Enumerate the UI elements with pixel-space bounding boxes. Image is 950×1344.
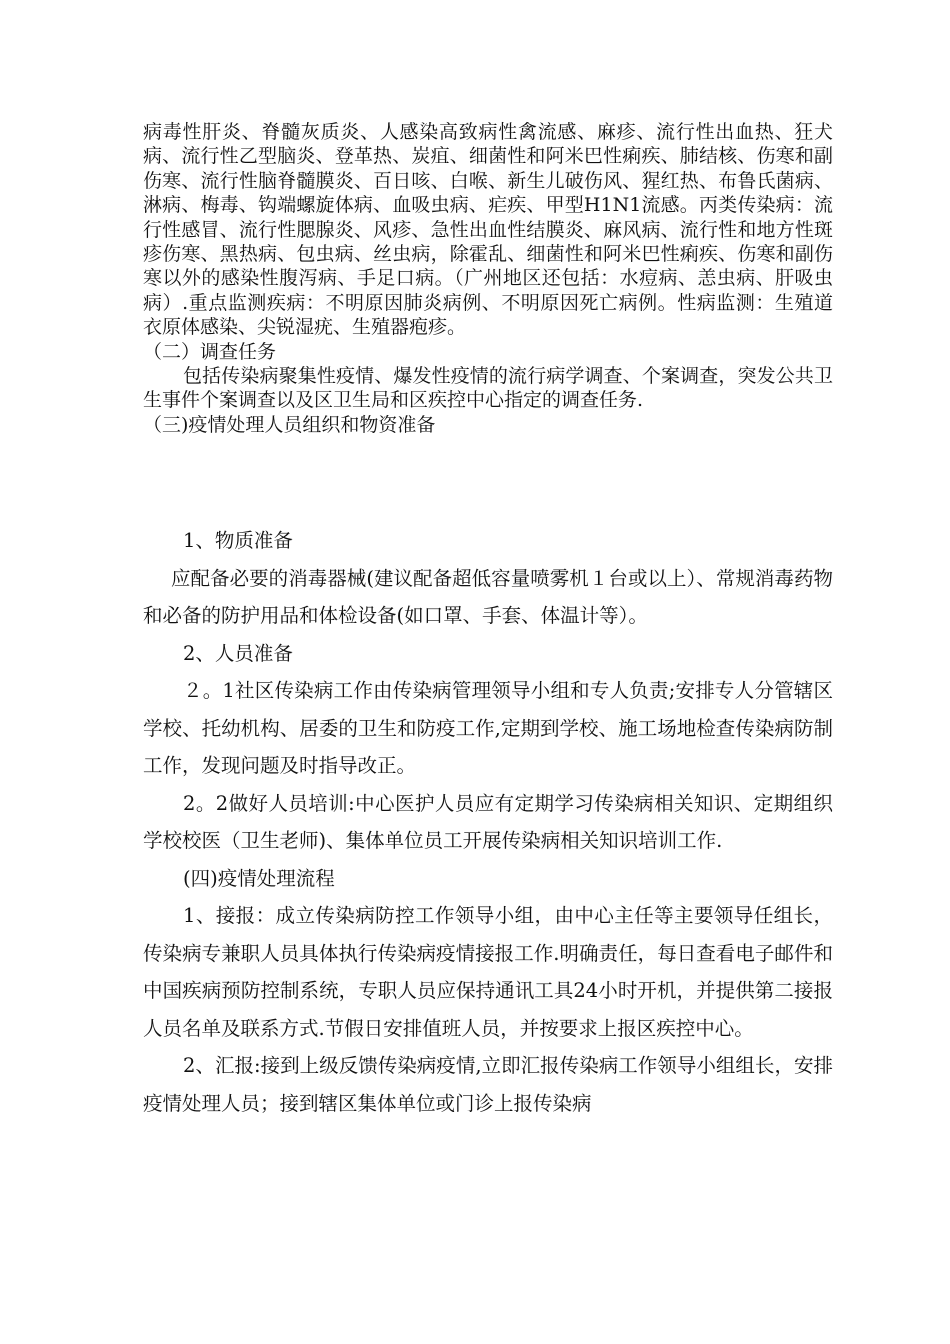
personnel-paragraph-1: ２。1社区传染病工作由传染病管理领导小组和专人负责;安排专人分管辖区学校、托幼机构、居委的卫生和防疫工作,定期到学校、施工场地检查传染病防制工作，发现问题及时指导改正。 — [143, 679, 833, 777]
investigation-paragraph: 包括传染病聚集性疫情、爆发性疫情的流行病学调查、个案调查，突发公共卫生事件个案调查以及区卫生局和区疾控中心指定的调查任务. — [143, 365, 833, 412]
process-paragraph-report: 2、汇报:接到上级反馈传染病疫情,立即汇报传染病工作领导小组组长，安排疫情处理人员；接到辖区集体单位或门诊上报传染病 — [143, 1054, 833, 1115]
section-heading-investigation: （二）调查任务 — [143, 340, 277, 363]
section-heading-preparation: （三)疫情处理人员组织和物资准备 — [143, 413, 436, 436]
subheading-materials: 1、物质准备 — [183, 529, 293, 552]
subheading-personnel: 2、人员准备 — [183, 641, 293, 665]
materials-paragraph: 应配备必要的消毒器械(建议配备超低容量喷雾机１台或以上）、常规消毒药物和必备的防护用品和体检设备(如口罩、手套、体温计等）。 — [143, 566, 833, 627]
process-paragraph-receive: 1、接报：成立传染病防控工作领导小组，由中心主任等主要领导任组长，传染病专兼职人员具体执行传染病疫情接报工作.明确责任，每日查看电子邮件和中国疾病预防控制系统，专职人员应保持通讯工具24小时开机，并提供第二接报人员名单及联系方式.节假日安排值班人员，并按要求上报区疾控中心。 — [143, 904, 833, 1040]
personnel-paragraph-2: 2。2做好人员培训:中心医护人员应有定期学习传染病相关知识、定期组织学校校医（卫生老师)、集体单位员工开展传染病相关知识培训工作. — [143, 791, 833, 852]
preparation-section — [143, 522, 833, 1122]
disease-list-paragraph: 病毒性肝炎、脊髓灰质炎、人感染高致病性禽流感、麻疹、流行性出血热、狂犬病、流行性乙型脑炎、登革热、炭疽、细菌性和阿米巴性痢疾、肺结核、伤寒和副伤寒、流行性脑脊髓膜炎、百日咳、白喉、新生儿破伤风、猩红热、布鲁氏菌病、淋病、梅毒、钩端螺旋体病、血吸虫病、疟疾、甲型H1N1流感。丙类传染病：流行性感冒、流行性腮腺炎、风疹、急性出血性结膜炎、麻风病、流行性和地方性斑疹伤寒、黑热病、包虫病、丝虫病，除霍乱、细菌性和阿米巴性痢疾、伤寒和副伤寒以外的感染性腹泻病、手足口病。（广州地区还包括：水痘病、恙虫病、肝吸虫病）.重点监测疾病：不明原因肺炎病例、不明原因死亡病例。性病监测：生殖道衣原体感染、尖锐湿疣、生殖器疱疹。 — [143, 121, 833, 339]
disease-list-section — [143, 120, 833, 437]
section-heading-process: (四)疫情处理流程 — [183, 866, 335, 890]
